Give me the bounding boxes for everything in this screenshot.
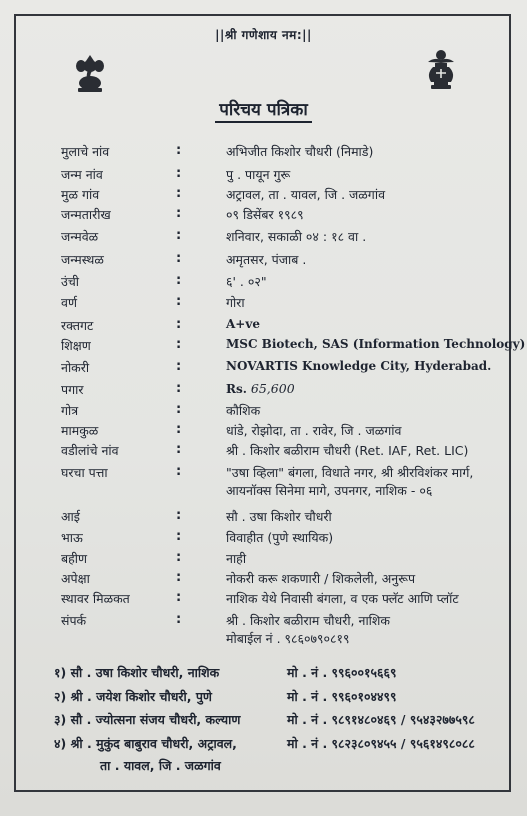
detail-separator: : [176,359,182,374]
detail-value: नाही [226,551,247,566]
detail-value: पु . पायून गुरू [226,167,291,182]
detail-separator: : [176,143,182,158]
detail-row [0,273,527,295]
detail-label: भाऊ [61,530,83,545]
detail-separator: : [176,442,182,457]
detail-row [0,422,527,444]
detail-value: गोरा [226,295,245,310]
detail-label: घरचा पत्ता [61,465,108,480]
detail-value: A+ve [226,317,260,331]
detail-separator: : [176,186,182,201]
ganesh-icon [70,52,110,94]
detail-row [0,402,527,424]
detail-value: शनिवार, सकाळी ०४ : १८ वा . [226,229,367,244]
detail-separator: : [176,251,182,266]
detail-value-line2: आयनॉक्स सिनेमा मागे, उपनगर, नाशिक - ०६ [226,483,433,498]
detail-row [0,464,527,498]
contact-name: ३) सौ . ज्योत्सना संजय चौधरी, कल्याण [54,712,241,727]
detail-label: संपर्क [61,613,87,628]
detail-row [0,251,527,273]
contact-name: ४) श्री . मुकुंद बाबुराव चौधरी, अट्रावल, [54,736,237,751]
detail-label: मुळ गांव [61,187,100,202]
contact-row [0,711,527,735]
detail-label: स्थावर मिळकत [61,591,130,606]
contact-phone: मो . नं . ९८२३८०९४५५ / ९५६१४९८०८८ [287,736,475,751]
detail-separator: : [176,590,182,605]
contact-row [0,688,527,712]
detail-separator: : [176,228,182,243]
invocation-text: ||श्री गणेशाय नम:|| [215,28,312,42]
detail-label: जन्म नांव [61,167,103,182]
detail-value: श्री . किशोर बळीराम चौधरी, नाशिक [226,613,391,628]
detail-row [0,442,527,464]
detail-separator: : [176,273,182,288]
page-title [0,97,527,120]
detail-label: गोत्र [61,403,79,418]
detail-separator: : [176,294,182,309]
detail-label: शिक्षण [61,338,91,353]
detail-separator: : [176,508,182,523]
detail-value-line2: मोबाईल नं . ९८६०७९०८१९ [226,631,350,646]
detail-row [0,570,527,592]
detail-value: सौ . उषा किशोर चौधरी [226,509,332,524]
detail-label: पगार [61,382,84,397]
detail-separator: : [176,337,182,352]
detail-label: जन्मवेळ [61,229,99,244]
detail-separator: : [176,529,182,544]
detail-row [0,612,527,646]
detail-label: नोकरी [61,360,90,375]
detail-value: अट्रावल, ता . यावल, जि . जळगांव [226,187,386,202]
detail-value: ०९ डिसेंबर १९८९ [226,207,304,222]
contact-name: २) श्री . जयेश किशोर चौधरी, पुणे [54,689,212,704]
detail-row [0,529,527,551]
salary-amount: 65,600 [250,381,295,396]
detail-row [0,228,527,250]
detail-value: धांडे, रोझोदा, ता . रावेर, जि . जळगांव [226,423,402,438]
detail-label: जन्मतारीख [61,207,111,222]
detail-row [0,317,527,339]
detail-separator: : [176,422,182,437]
contact-phone: मो . नं . ९८९१४८०४६९ / ९५४३२७७५९८ [287,712,475,727]
detail-label: उंची [61,274,80,289]
detail-label: आई [61,509,80,524]
detail-separator: : [176,402,182,417]
contact-row [0,664,527,688]
detail-separator: : [176,166,182,181]
detail-label: अपेक्षा [61,571,90,586]
page-title-text: परिचय पत्रिका [215,100,312,123]
detail-separator: : [176,317,182,332]
detail-value: MSC Biotech, SAS (Information Technology) [226,337,526,351]
contact-phone: मो . नं . ९९६००१५६६९ [287,665,397,680]
detail-separator: : [176,206,182,221]
detail-row [0,206,527,228]
detail-row [0,294,527,316]
detail-value: ६' . ०२" [226,274,267,289]
detail-label: बहीण [61,551,88,566]
detail-value: श्री . किशोर बळीराम चौधरी (Ret. IAF, Ret. LIC) [226,443,469,458]
detail-row [0,143,527,165]
detail-value: "उषा व्हिला" बंगला, विधाते नगर, श्री श्रीरविशंकर मार्ग, [226,465,474,480]
detail-label: मुलाचे नांव [61,144,110,159]
contact-name: १) सौ . उषा किशोर चौधरी, नाशिक [54,665,220,680]
detail-row [0,186,527,208]
detail-label: मामकुळ [61,423,99,438]
detail-separator: : [176,550,182,565]
contact-row [0,735,527,773]
detail-value: नोकरी करू शकणारी / शिकलेली, अनुरूप [226,571,416,586]
contact-name-line2: ता . यावल, जि . जळगांव [100,758,221,773]
detail-value: विवाहीत (पुणे स्थायिक) [226,530,334,545]
detail-row [0,337,527,359]
detail-separator: : [176,381,182,396]
detail-value: अभिजीत किशोर चौधरी (निमाडे) [226,144,374,159]
kalash-icon [424,48,458,92]
detail-row [0,359,527,381]
detail-label: वडीलांचे नांव [61,443,119,458]
detail-row [0,550,527,572]
detail-row [0,508,527,530]
contact-phone: मो . नं . ९९६०१०४४९९ [287,689,397,704]
detail-separator: : [176,464,182,479]
detail-row [0,381,527,403]
detail-value: अमृतसर, पंजाब . [226,252,307,267]
detail-value: NOVARTIS Knowledge City, Hyderabad. [226,359,492,373]
detail-separator: : [176,612,182,627]
detail-row [0,166,527,188]
detail-row [0,590,527,612]
detail-value: नाशिक येथे निवासी बंगला, व एक फ्लॅट आणि प्लॉट [226,591,459,606]
detail-value: Rs. 65,600 [226,381,295,396]
detail-label: जन्मस्थळ [61,252,104,267]
detail-label: वर्ण [61,295,77,310]
detail-label: रक्तगट [61,318,94,333]
detail-value: कौशिक [226,403,261,418]
detail-separator: : [176,570,182,585]
